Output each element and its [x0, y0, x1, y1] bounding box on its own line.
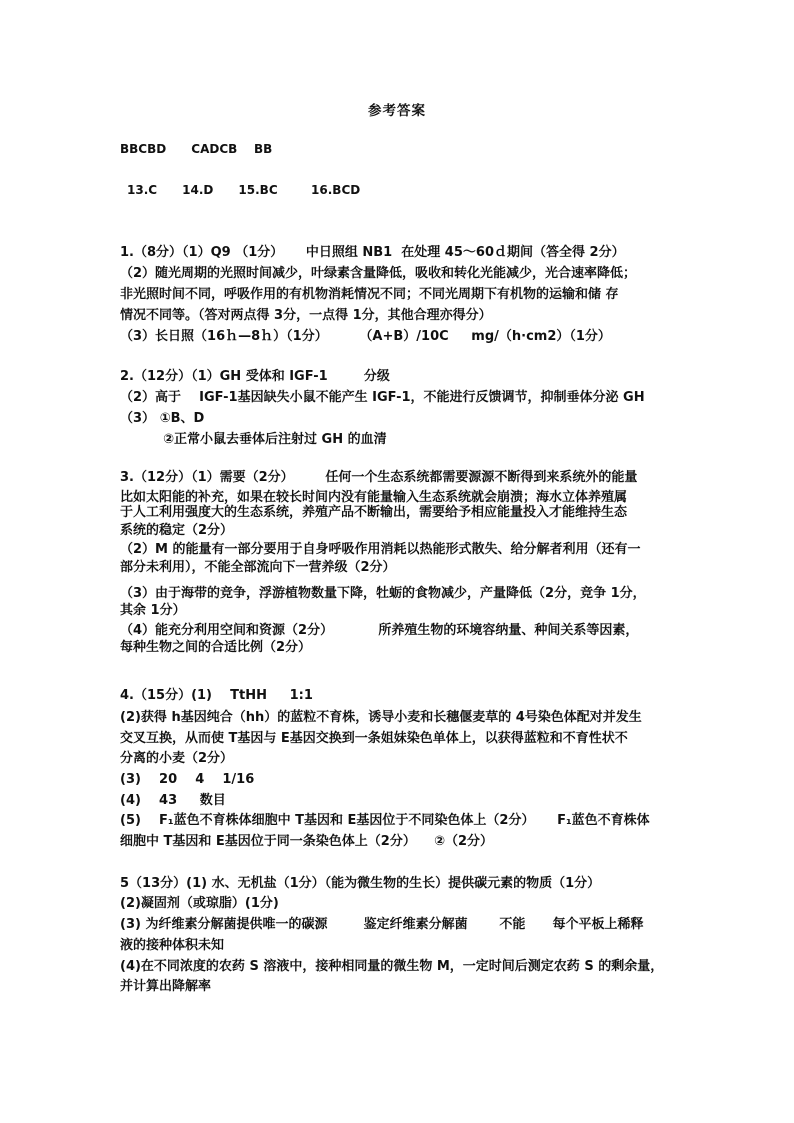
- q5-line-5: (4)在不同浓度的农药 S 溶液中，接种相同量的微生物 M，一定时间后测定农药 S 的剩余量，: [120, 959, 664, 974]
- q2-line-3: （3） ①B、D: [120, 411, 205, 426]
- q4-line-6: (4) 43 数目: [120, 793, 226, 808]
- q1-line-4: 情况不同等。（答对两点得 3分，一点得 1分，其他合理亦得分）: [120, 308, 492, 323]
- q4-line-1: 4.（15分）(1) TtHH 1:1: [120, 688, 313, 703]
- choice-answers-row-1: BBCBD CADCB BB: [120, 142, 273, 156]
- q3-line-1: 3.（12分）（1）需要（2分） 任何一个生态系统都需要源源不断得到来系统外的能量: [120, 470, 638, 485]
- q4-line-7: (5) F₁蓝色不育株体细胞中 T基因和 E基因位于不同染色体上（2分） F₁蓝色不育株体: [120, 813, 650, 828]
- q4-line-2: (2)获得 h基因纯合（hh）的蓝粒不育株，诱导小麦和长穗偃麦草的 4号染色体配对并发生: [120, 710, 642, 725]
- q4-line-4: 分离的小麦（2分）: [120, 751, 234, 766]
- page-title: 参考答案: [368, 103, 426, 119]
- q3-line-4: 系统的稳定（2分）: [120, 523, 234, 538]
- choice-answers-row-2: 13.C 14.D 15.BC 16.BCD: [127, 183, 361, 197]
- q3-line-6: 部分未利用），不能全部流向下一营养级（2分）: [120, 560, 396, 575]
- q3-line-9: （4）能充分利用空间和资源（2分） 所养殖生物的环境容纳量、种间关系等因素，: [120, 623, 639, 638]
- q3-line-2: 比如太阳能的补充，如果在较长时间内没有能量输入生态系统就会崩溃；海水立体养殖属: [120, 490, 628, 505]
- q3-line-7: （3）由于海带的竞争，浮游植物数量下降，牡蛎的食物减少，产量降低（2分，竞争 1分，: [120, 586, 646, 601]
- q4-line-5: (3) 20 4 1/16: [120, 772, 255, 787]
- q2-line-4: ②正常小鼠去垂体后注射过 GH 的血清: [163, 432, 387, 447]
- q1-line-3: 非光照时间不同，呼吸作用的有机物消耗情况不同；不同光周期下有机物的运输和储 存: [120, 287, 619, 302]
- q3-line-8: 其余 1分）: [120, 603, 186, 618]
- q5-line-3: (3) 为纤维素分解菌提供唯一的碳源 鉴定纤维素分解菌 不能 每个平板上稀释: [120, 917, 644, 932]
- q1-line-5: （3）长日照（16ｈ—8ｈ）（1分） （A+B）/10C mg/（h·cm2）（1分）: [120, 329, 611, 344]
- q3-line-3: 于人工利用强度大的生态系统，养殖产品不断输出，需要给予相应能量投入才能维持生态: [120, 505, 628, 520]
- q3-line-10: 每种生物之间的合适比例（2分）: [120, 640, 312, 655]
- q5-line-1: 5（13分）(1) 水、无机盐（1分）（能为微生物的生长）提供碳元素的物质（1分）: [120, 876, 601, 891]
- q5-line-6: 并计算出降解率: [120, 979, 212, 994]
- q1-line-2: （2）随光周期的光照时间减少，叶绿素含量降低，吸收和转化光能减少，光合速率降低；: [120, 266, 637, 281]
- q3-line-5: （2）M 的能量有一部分要用于自身呼吸作用消耗以热能形式散失、给分解者利用（还有一: [120, 542, 641, 557]
- q4-line-8: 细胞中 T基因和 E基因位于同一条染色体上（2分） ②（2分）: [120, 834, 494, 849]
- q1-line-1: 1.（8分）（1）Q9 （1分） 中日照组 NB1 在处理 45～60ｄ期间（答全得 2分）: [120, 245, 625, 260]
- q5-line-4: 液的接种体积未知: [120, 938, 225, 953]
- q5-line-2: (2)凝固剂（或琼脂）(1分): [120, 896, 279, 911]
- q2-line-2: （2）高于 IGF-1基因缺失小鼠不能产生 IGF-1，不能进行反馈调节，抑制垂体分泌 GH: [120, 390, 645, 405]
- q2-line-1: 2.（12分）（1）GH 受体和 IGF-1 分级: [120, 369, 390, 384]
- q4-line-3: 交叉互换，从而使 T基因与 E基因交换到一条姐妹染色单体上，以获得蓝粒和不育性状不: [120, 731, 628, 746]
